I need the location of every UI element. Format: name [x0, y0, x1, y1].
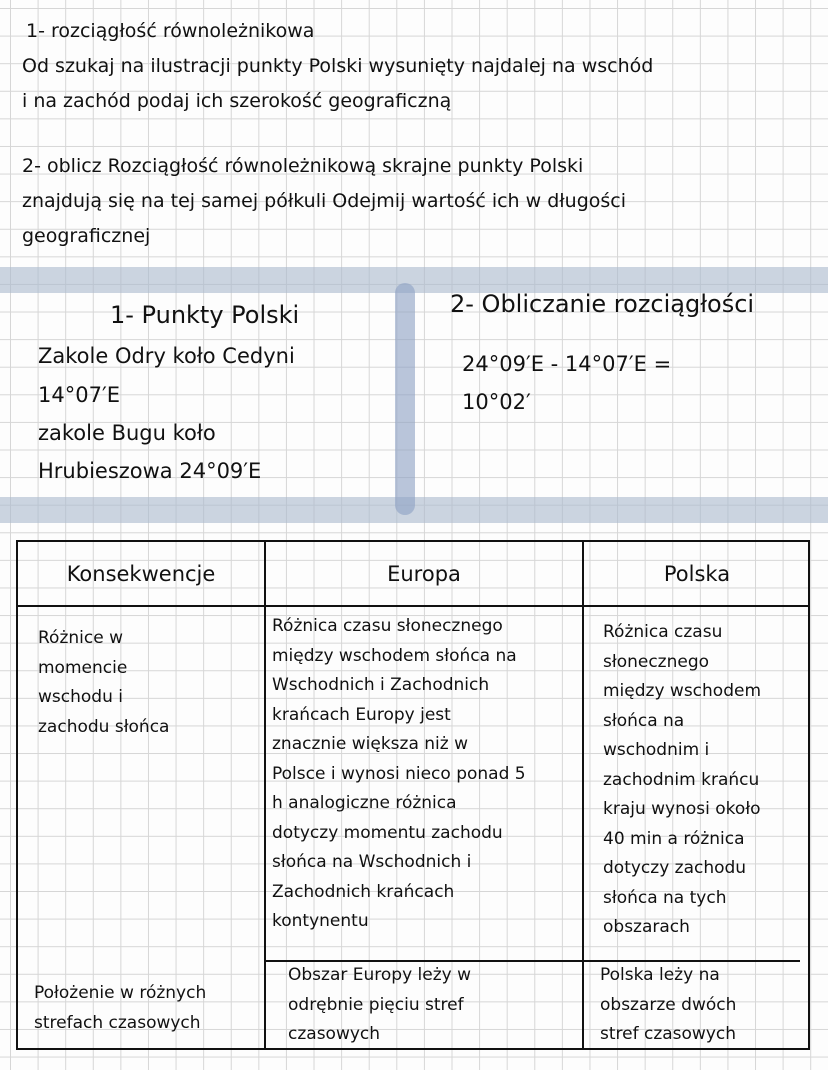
- table-cell: Różnica czasu słonecznego między wschodem słońca na wschodnim i zachodnim krańcu kraju wynosi około 40 min a różnica dotyczy zachodu słońca na tych obszarach: [603, 622, 762, 937]
- table-divider: [582, 542, 584, 1048]
- header-polska: Polska: [663, 562, 731, 586]
- header-konsekwencje: Konsekwencje: [66, 562, 216, 586]
- table-cell: Polska leży na obszarze dwóch stref czasowych: [600, 965, 737, 1044]
- table-cell: Położenie w różnych strefach czasowych: [34, 983, 207, 1033]
- calc-expression: 24°09′E - 14°07′E =: [462, 352, 672, 376]
- task2-line: 2- oblicz Rozciągłość równoleżnikową skrajne punkty Polski: [22, 155, 584, 177]
- point-line: 14°07′E: [38, 383, 120, 407]
- table-divider: [18, 605, 808, 607]
- point-line: Hrubieszowa 24°09′E: [38, 459, 262, 483]
- header-europa: Europa: [387, 562, 461, 586]
- points-title: 1- Punkty Polski: [110, 301, 300, 329]
- calc-result: 10°02′: [462, 390, 531, 414]
- task2-line: geograficznej: [22, 225, 151, 247]
- table-cell: Obszar Europy leży w odrębnie pięciu stref czasowych: [288, 965, 472, 1044]
- task2-line: znajdują się na tej samej półkuli Odejmij wartość ich w długości: [22, 190, 627, 212]
- column-divider: [395, 283, 415, 515]
- point-line: zakole Bugu koło: [38, 421, 216, 445]
- table-cell: Różnice w momencie wschodu i zachodu słońca: [38, 628, 170, 737]
- task1-line: i na zachód podaj ich szerokość geograficzną: [22, 90, 452, 112]
- task1-line: Od szukaj na ilustracji punkty Polski wysunięty najdalej na wschód: [22, 55, 654, 77]
- task1-title: 1- rozciągłość równoleżnikowa: [26, 20, 315, 42]
- table-cell: Różnica czasu słonecznego między wschodem słońca na Wschodnich i Zachodnich krańcach Europy jest znacznie większa niż w Polsce i wynosi nieco ponad 5 h analogiczne różnica dotyczy momentu zachodu słońca na Wschodnich i Zachodnich krańcach kontynentu: [272, 616, 526, 931]
- table-divider: [264, 542, 266, 1048]
- point-line: Zakole Odry koło Cedyni: [38, 344, 295, 368]
- consequences-table: [16, 540, 810, 1050]
- calc-title: 2- Obliczanie rozciągłości: [450, 290, 755, 318]
